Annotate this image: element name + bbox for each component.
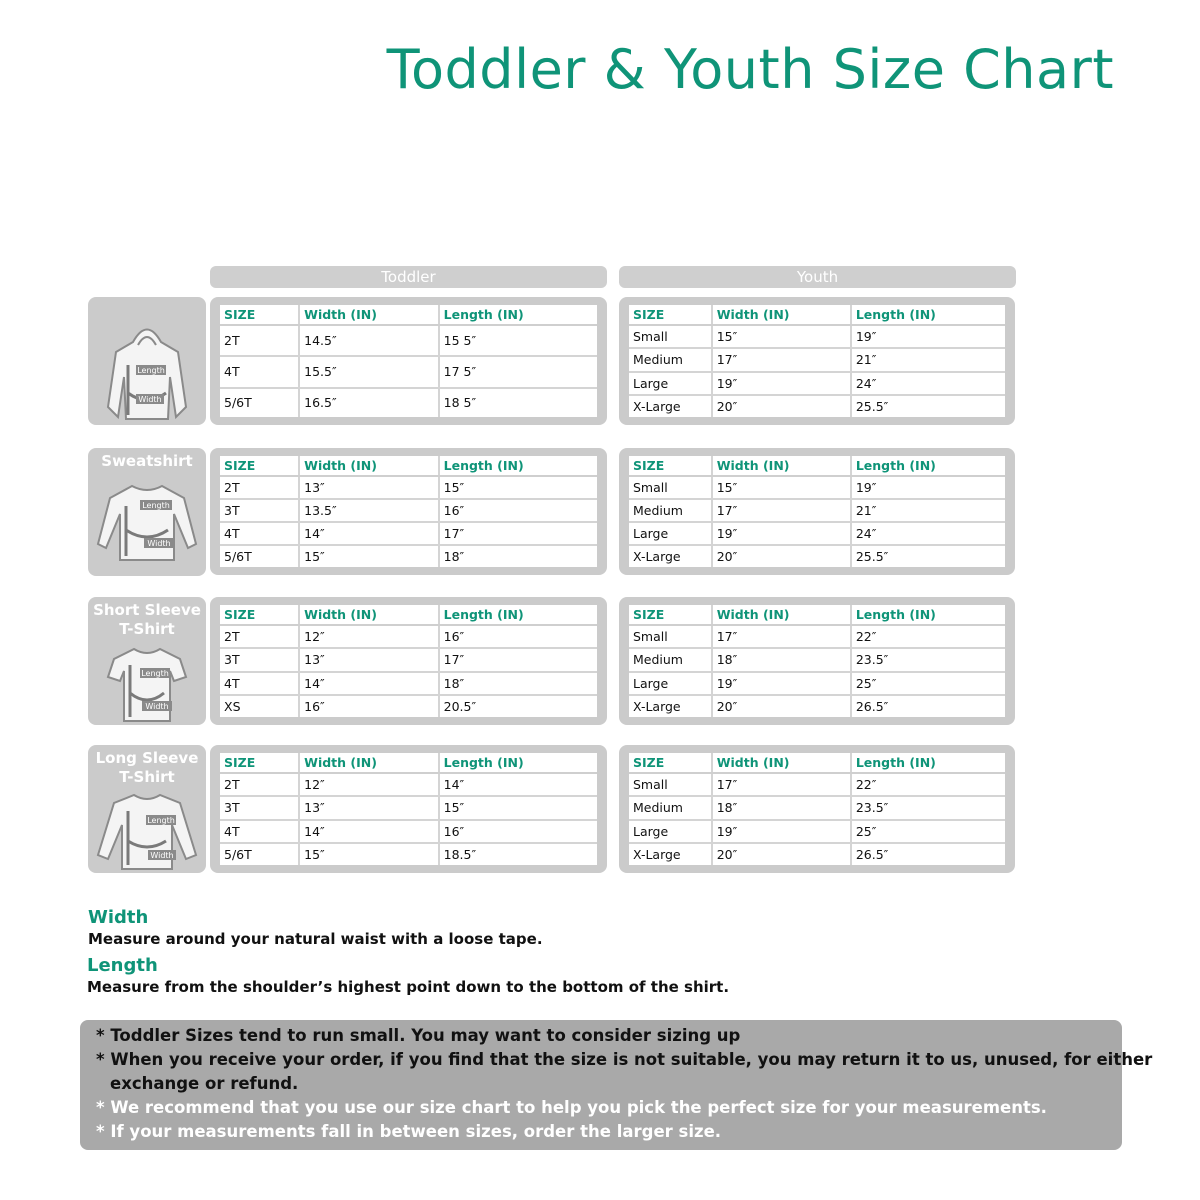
garment-long-sleeve bbox=[88, 745, 206, 873]
sweatshirt-icon bbox=[88, 448, 206, 576]
table-cell: 19″ bbox=[712, 820, 851, 843]
table-cell: 13″ bbox=[299, 796, 438, 819]
table-cell: Large bbox=[629, 820, 712, 843]
table-cell: 25.5″ bbox=[855, 549, 889, 565]
table-cell: 17″ bbox=[712, 499, 851, 522]
table-cell: 17″ bbox=[712, 348, 851, 371]
table-row bbox=[629, 499, 1005, 522]
table-cell: 25″ bbox=[851, 672, 1005, 695]
header-size: SIZE bbox=[629, 456, 712, 476]
header-width: Width (IN) bbox=[299, 305, 438, 325]
note-line: * We recommend that you use our size chart to help you pick the perfect size for your measurements. bbox=[96, 1098, 1047, 1117]
table-cell: Medium bbox=[629, 796, 712, 819]
table-cell: 15″ bbox=[299, 545, 438, 567]
table-cell: 13″ bbox=[299, 476, 438, 499]
table-cell: 19″ bbox=[851, 476, 1005, 499]
table-row bbox=[629, 695, 1005, 717]
table-cell: 5/6T bbox=[220, 388, 299, 417]
table-cell: 21″ bbox=[851, 499, 1005, 522]
garment-label: Sweatshirt bbox=[101, 452, 193, 470]
table-cell: Medium bbox=[629, 648, 712, 671]
table-header-row bbox=[629, 605, 1005, 625]
width-tag: Width bbox=[145, 702, 169, 711]
table-cell: 13″ bbox=[299, 648, 438, 671]
header-length: Length (IN) bbox=[439, 605, 597, 625]
hoodie-icon bbox=[88, 297, 206, 425]
table-cell: 2T bbox=[220, 325, 299, 356]
table-cell: Large bbox=[629, 672, 712, 695]
table-row bbox=[629, 545, 1005, 567]
table-row bbox=[220, 325, 597, 356]
table-cell: 15.5″ bbox=[299, 356, 438, 387]
table-header-row bbox=[220, 753, 597, 773]
header-size: SIZE bbox=[629, 305, 712, 325]
table-cell: 16″ bbox=[299, 695, 438, 717]
table-cell: 2T bbox=[220, 476, 299, 499]
toddler-sweatshirt-table bbox=[210, 448, 607, 575]
table-cell: Small bbox=[629, 476, 712, 499]
youth-long-sleeve-table bbox=[619, 745, 1015, 873]
table-cell: 20″ bbox=[712, 395, 851, 417]
header-length: Length (IN) bbox=[851, 305, 1005, 325]
table-row bbox=[629, 773, 1005, 796]
table-row bbox=[629, 843, 1005, 865]
table-row bbox=[220, 499, 597, 522]
width-definition-title: Width bbox=[88, 907, 149, 928]
table-cell: 21″ bbox=[851, 348, 1005, 371]
garment-sweatshirt bbox=[88, 448, 206, 576]
note-line: * If your measurements fall in between sizes, order the larger size. bbox=[96, 1122, 722, 1141]
table-cell: 4T bbox=[220, 672, 299, 695]
width-tag: Width bbox=[150, 851, 174, 860]
table-cell: 12″ bbox=[299, 625, 438, 648]
table-row bbox=[629, 325, 1005, 348]
table-cell: 15″ bbox=[439, 476, 597, 499]
table-cell: 15″ bbox=[439, 796, 597, 819]
table-cell: XS bbox=[220, 695, 299, 717]
table-row bbox=[629, 348, 1005, 371]
header-size: SIZE bbox=[220, 753, 299, 773]
table-row bbox=[629, 820, 1005, 843]
table-row bbox=[220, 843, 597, 865]
table-cell: 20″ bbox=[712, 695, 851, 717]
table-cell: 2T bbox=[220, 625, 299, 648]
table-row bbox=[629, 476, 1005, 499]
toddler-short-sleeve-table bbox=[210, 597, 607, 725]
length-tag: Length bbox=[147, 816, 175, 825]
width-tag: Width bbox=[147, 539, 171, 548]
table-cell: 14.5″ bbox=[299, 325, 438, 356]
table-row bbox=[220, 796, 597, 819]
table-cell: 16″ bbox=[439, 499, 597, 522]
table-cell: X-Large bbox=[629, 695, 712, 717]
header-size: SIZE bbox=[220, 456, 299, 476]
table-cell: 3T bbox=[220, 648, 299, 671]
page-title: Toddler & Youth Size Chart bbox=[386, 38, 1114, 101]
length-tag: Length bbox=[137, 366, 165, 375]
table-row bbox=[220, 625, 597, 648]
table-cell: 17″ bbox=[439, 522, 597, 545]
table-cell: 17″ bbox=[712, 773, 851, 796]
table-cell: 4T bbox=[220, 820, 299, 843]
table-cell: 26.5″ bbox=[855, 698, 889, 714]
header-length: Length (IN) bbox=[851, 753, 1005, 773]
table-cell: 24″ bbox=[851, 372, 1005, 395]
table-row bbox=[220, 672, 597, 695]
garment-hoodie bbox=[88, 297, 206, 425]
table-row bbox=[629, 372, 1005, 395]
header-length: Length (IN) bbox=[439, 305, 597, 325]
table-cell: 17 5″ bbox=[439, 356, 597, 387]
table-header-row bbox=[629, 753, 1005, 773]
table-cell: 26.5″ bbox=[855, 846, 889, 862]
table-cell: X-Large bbox=[629, 545, 712, 567]
table-row bbox=[220, 695, 597, 717]
length-definition-title: Length bbox=[87, 955, 158, 976]
length-tag: Length bbox=[142, 501, 170, 510]
table-row bbox=[220, 820, 597, 843]
table-cell: 18″ bbox=[443, 549, 465, 565]
table-cell: 3T bbox=[220, 499, 299, 522]
table-cell: 17″ bbox=[439, 648, 597, 671]
note-line: * When you receive your order, if you find that the size is not suitable, you may return it to us, unused, for either bbox=[96, 1050, 1153, 1069]
table-header-row bbox=[629, 456, 1005, 476]
table-cell: 12″ bbox=[299, 773, 438, 796]
width-tag: Width bbox=[138, 395, 162, 404]
table-cell: 25.5″ bbox=[855, 398, 889, 414]
header-width: Width (IN) bbox=[712, 305, 851, 325]
table-row bbox=[629, 672, 1005, 695]
header-size: SIZE bbox=[220, 305, 299, 325]
table-cell: 20″ bbox=[712, 545, 851, 567]
note-line: * Toddler Sizes tend to run small. You may want to consider sizing up bbox=[96, 1026, 741, 1045]
table-row bbox=[629, 625, 1005, 648]
header-width: Width (IN) bbox=[299, 753, 438, 773]
table-cell: Medium bbox=[629, 499, 712, 522]
length-tag: Length bbox=[141, 669, 169, 678]
table-cell: 14″ bbox=[299, 522, 438, 545]
table-cell: 20.5″ bbox=[443, 698, 477, 714]
table-cell: 5/6T bbox=[220, 843, 299, 865]
header-length: Length (IN) bbox=[851, 605, 1005, 625]
toddler-column-header: Toddler bbox=[210, 266, 607, 288]
garment-label-line: T-Shirt bbox=[119, 620, 175, 638]
table-header-row bbox=[220, 605, 597, 625]
table-cell: Small bbox=[629, 625, 712, 648]
header-size: SIZE bbox=[220, 605, 299, 625]
table-cell: 19″ bbox=[712, 522, 851, 545]
table-row bbox=[629, 648, 1005, 671]
tshirt-icon bbox=[88, 597, 206, 725]
toddler-hoodie-table bbox=[210, 297, 607, 425]
table-cell: 22″ bbox=[851, 773, 1005, 796]
table-cell: 22″ bbox=[851, 625, 1005, 648]
length-definition-text: Measure from the shoulder’s highest point down to the bottom of the shirt. bbox=[87, 978, 730, 996]
youth-column-header: Youth bbox=[619, 266, 1016, 288]
table-cell: 3T bbox=[220, 796, 299, 819]
table-cell: 20″ bbox=[712, 843, 851, 865]
toddler-long-sleeve-table bbox=[210, 745, 607, 873]
header-width: Width (IN) bbox=[712, 456, 851, 476]
table-cell: 18″ bbox=[439, 672, 597, 695]
table-cell: Large bbox=[629, 372, 712, 395]
table-row bbox=[220, 522, 597, 545]
table-cell: 16″ bbox=[439, 820, 597, 843]
table-cell: 19″ bbox=[851, 325, 1005, 348]
table-row bbox=[629, 522, 1005, 545]
table-cell: 4T bbox=[220, 356, 299, 387]
table-cell: X-Large bbox=[629, 843, 712, 865]
header-length: Length (IN) bbox=[851, 456, 1005, 476]
table-cell: Medium bbox=[629, 348, 712, 371]
table-header-row bbox=[220, 305, 597, 325]
table-cell: Small bbox=[629, 773, 712, 796]
garment-label-line: T-Shirt bbox=[119, 768, 175, 786]
table-cell: Small bbox=[629, 325, 712, 348]
table-cell: 19″ bbox=[712, 672, 851, 695]
youth-hoodie-table bbox=[619, 297, 1015, 425]
notes-box bbox=[80, 1020, 1153, 1150]
header-length: Length (IN) bbox=[439, 456, 597, 476]
table-cell: 24″ bbox=[851, 522, 1005, 545]
table-cell: 25″ bbox=[851, 820, 1005, 843]
width-definition-text: Measure around your natural waist with a loose tape. bbox=[88, 930, 543, 948]
youth-sweatshirt-table bbox=[619, 448, 1015, 575]
table-row bbox=[220, 476, 597, 499]
header-width: Width (IN) bbox=[712, 605, 851, 625]
table-row bbox=[629, 395, 1005, 417]
table-cell: 18″ bbox=[712, 796, 851, 819]
table-row bbox=[220, 545, 597, 567]
table-cell: 14″ bbox=[299, 672, 438, 695]
table-cell: 15 5″ bbox=[439, 325, 597, 356]
table-cell: 15″ bbox=[712, 325, 851, 348]
table-cell: 23.5″ bbox=[851, 796, 1005, 819]
garment-label-line: Long Sleeve bbox=[95, 749, 199, 767]
table-cell: 15″ bbox=[299, 843, 438, 865]
table-row bbox=[220, 388, 597, 417]
table-cell: 5/6T bbox=[220, 545, 299, 567]
table-header-row bbox=[220, 456, 597, 476]
youth-short-sleeve-table bbox=[619, 597, 1015, 725]
table-cell: 18″ bbox=[712, 648, 851, 671]
header-length: Length (IN) bbox=[439, 753, 597, 773]
table-cell: 18 5″ bbox=[443, 395, 477, 411]
note-line: exchange or refund. bbox=[110, 1074, 299, 1093]
table-cell: 13.5″ bbox=[299, 499, 438, 522]
table-cell: 19″ bbox=[712, 372, 851, 395]
table-cell: 18.5″ bbox=[443, 846, 477, 862]
table-cell: 17″ bbox=[712, 625, 851, 648]
table-cell: 14″ bbox=[439, 773, 597, 796]
table-cell: 2T bbox=[220, 773, 299, 796]
table-cell: 15″ bbox=[712, 476, 851, 499]
header-size: SIZE bbox=[629, 605, 712, 625]
table-row bbox=[220, 648, 597, 671]
header-size: SIZE bbox=[629, 753, 712, 773]
table-cell: 14″ bbox=[299, 820, 438, 843]
header-width: Width (IN) bbox=[712, 753, 851, 773]
long-sleeve-icon bbox=[88, 745, 206, 873]
garment-label-line: Short Sleeve bbox=[93, 601, 201, 619]
garment-short-sleeve bbox=[88, 597, 206, 725]
table-cell: 16″ bbox=[439, 625, 597, 648]
table-cell: Large bbox=[629, 522, 712, 545]
table-cell: 4T bbox=[220, 522, 299, 545]
table-row bbox=[220, 356, 597, 387]
table-cell: 23.5″ bbox=[851, 648, 1005, 671]
table-header-row bbox=[629, 305, 1005, 325]
header-width: Width (IN) bbox=[299, 605, 438, 625]
table-row bbox=[629, 796, 1005, 819]
table-cell: 16.5″ bbox=[299, 388, 438, 417]
table-cell: X-Large bbox=[629, 395, 712, 417]
header-width: Width (IN) bbox=[299, 456, 438, 476]
table-row bbox=[220, 773, 597, 796]
